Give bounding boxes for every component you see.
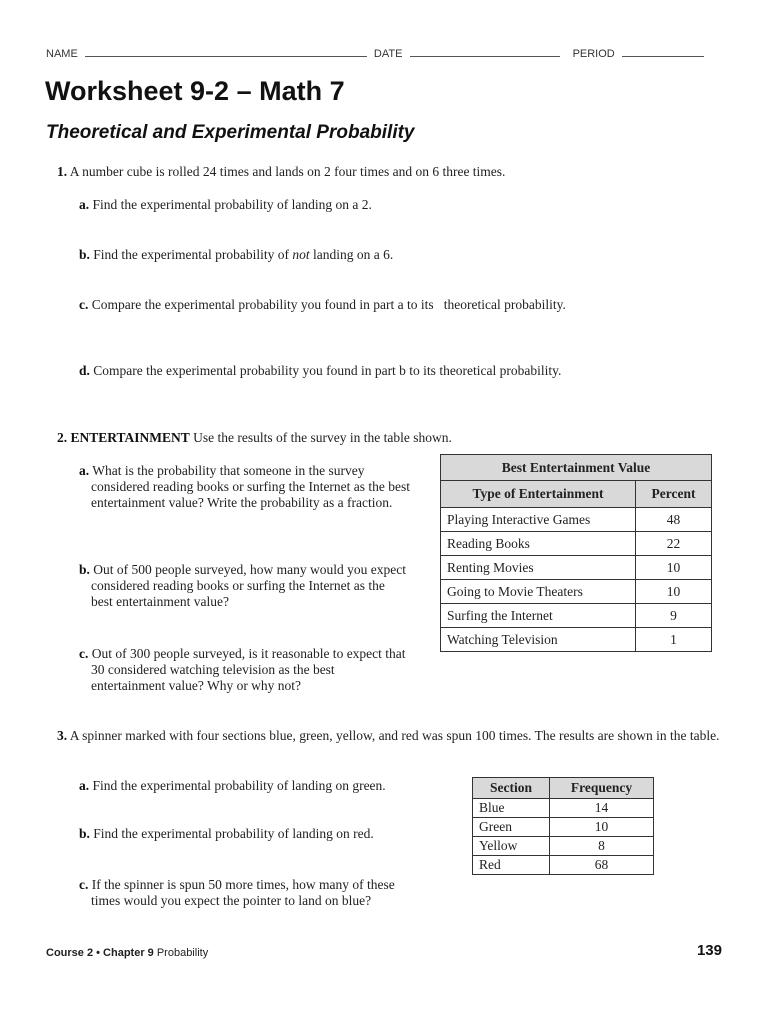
question-3a-text: Find the experimental probability of landing on green.: [92, 778, 386, 793]
question-2b-text: Out of 500 people surveyed, how many would you expect considered reading books or surfing the Internet as the best entertainment value?: [91, 562, 406, 609]
question-1d: [79, 363, 719, 379]
table-row: [441, 508, 712, 532]
spinner-table-header-row: [473, 778, 654, 799]
question-1a-text: Find the experimental probability of landing on a 2.: [92, 197, 372, 212]
table-row: [441, 628, 712, 652]
period-label: PERIOD: [572, 48, 615, 60]
section-cell: Red: [473, 856, 550, 875]
footer-course-info: [46, 947, 208, 959]
question-3: [57, 728, 732, 744]
question-1-number: 1.: [57, 164, 68, 179]
table-row: [473, 799, 654, 818]
table-row: [473, 818, 654, 837]
percent-cell: 48: [636, 508, 712, 532]
section-cell: Blue: [473, 799, 550, 818]
question-2b: [79, 562, 406, 610]
student-info-header: [46, 46, 708, 60]
question-1c-label: c.: [79, 297, 89, 312]
question-2a-text: What is the probability that someone in the survey considered reading books or surfing the Internet as the best entertainment value? Write the probability as a fraction.: [91, 463, 411, 510]
question-2c: [79, 646, 409, 694]
question-1b-emphasis: not: [292, 247, 310, 262]
table-row: [441, 604, 712, 628]
question-1c-text: Compare the experimental probability you found in part a to its theoretical probability.: [91, 297, 566, 312]
spinner-table: [472, 777, 654, 875]
question-3-number: 3.: [57, 728, 68, 743]
question-1b: [79, 247, 699, 263]
question-2-topic: ENTERTAINMENT: [70, 430, 190, 445]
question-3a: [79, 778, 439, 794]
question-2c-text: Out of 300 people surveyed, is it reasonable to expect that 30 considered watching television as the best entertainment value? Why or why not?: [91, 646, 406, 693]
entertainment-table-header-row: [441, 481, 712, 508]
worksheet-subtitle: Theoretical and Experimental Probability: [46, 122, 415, 143]
entertainment-table-caption-row: [441, 455, 712, 481]
question-2a-label: a.: [79, 463, 90, 478]
percent-cell: 10: [636, 556, 712, 580]
frequency-cell: 8: [550, 837, 654, 856]
question-1b-text-post: landing on a 6.: [309, 247, 394, 262]
percent-cell: 1: [636, 628, 712, 652]
page-number: 139: [696, 942, 722, 959]
question-3b-label: b.: [79, 826, 90, 841]
question-2-number: 2.: [57, 430, 68, 445]
entertainment-type-cell: Reading Books: [441, 532, 636, 556]
question-1b-text-pre: Find the experimental probability of: [93, 247, 293, 262]
question-3a-label: a.: [79, 778, 90, 793]
entertainment-type-cell: Going to Movie Theaters: [441, 580, 636, 604]
table-row: [441, 556, 712, 580]
question-2-text: Use the results of the survey in the table shown.: [189, 430, 452, 445]
question-3-text: A spinner marked with four sections blue, green, yellow, and red was spun 100 times. The results are shown in the table.: [69, 728, 720, 743]
frequency-cell: 10: [550, 818, 654, 837]
question-1d-text: Compare the experimental probability you found in part b to its theoretical probability.: [93, 363, 562, 378]
question-3c: [79, 877, 396, 909]
period-field[interactable]: [622, 46, 704, 57]
question-3b: [79, 826, 439, 842]
section-cell: Yellow: [473, 837, 550, 856]
table-row: [441, 580, 712, 604]
table-row: [441, 532, 712, 556]
entertainment-type-cell: Watching Television: [441, 628, 636, 652]
worksheet-title: Worksheet 9-2 – Math 7: [45, 76, 345, 106]
percent-cell: 9: [636, 604, 712, 628]
question-1d-label: d.: [79, 363, 90, 378]
entertainment-table-caption: Best Entertainment Value: [441, 455, 712, 481]
entertainment-type-cell: Playing Interactive Games: [441, 508, 636, 532]
footer-topic: Probability: [153, 947, 209, 959]
date-label: DATE: [373, 48, 403, 60]
question-2c-label: c.: [79, 646, 89, 661]
question-2b-label: b.: [79, 562, 90, 577]
footer-course: Course 2 • Chapter 9: [46, 947, 154, 959]
question-1a: [79, 197, 699, 213]
percent-cell: 22: [636, 532, 712, 556]
question-1c: [79, 297, 719, 313]
question-1-text: A number cube is rolled 24 times and lands on 2 four times and on 6 three times.: [69, 164, 506, 179]
column-header-type: Type of Entertainment: [441, 481, 636, 508]
question-1b-label: b.: [79, 247, 90, 262]
question-3c-text: If the spinner is spun 50 more times, how many of these times would you expect the pointer to land on blue?: [91, 877, 395, 908]
date-field[interactable]: [410, 46, 560, 57]
name-field[interactable]: [85, 46, 367, 57]
entertainment-table: [440, 454, 712, 652]
question-1: [57, 164, 717, 180]
entertainment-type-cell: Surfing the Internet: [441, 604, 636, 628]
question-3c-label: c.: [79, 877, 89, 892]
column-header-percent: Percent: [636, 481, 712, 508]
section-cell: Green: [473, 818, 550, 837]
question-2a: [79, 463, 411, 511]
column-header-frequency: Frequency: [550, 778, 654, 799]
frequency-cell: 68: [550, 856, 654, 875]
frequency-cell: 14: [550, 799, 654, 818]
table-row: [473, 837, 654, 856]
table-row: [473, 856, 654, 875]
percent-cell: 10: [636, 580, 712, 604]
question-1a-label: a.: [79, 197, 90, 212]
question-3b-text: Find the experimental probability of landing on red.: [93, 826, 374, 841]
entertainment-type-cell: Renting Movies: [441, 556, 636, 580]
name-label: NAME: [46, 48, 78, 60]
question-2: [57, 430, 717, 446]
column-header-section: Section: [473, 778, 550, 799]
